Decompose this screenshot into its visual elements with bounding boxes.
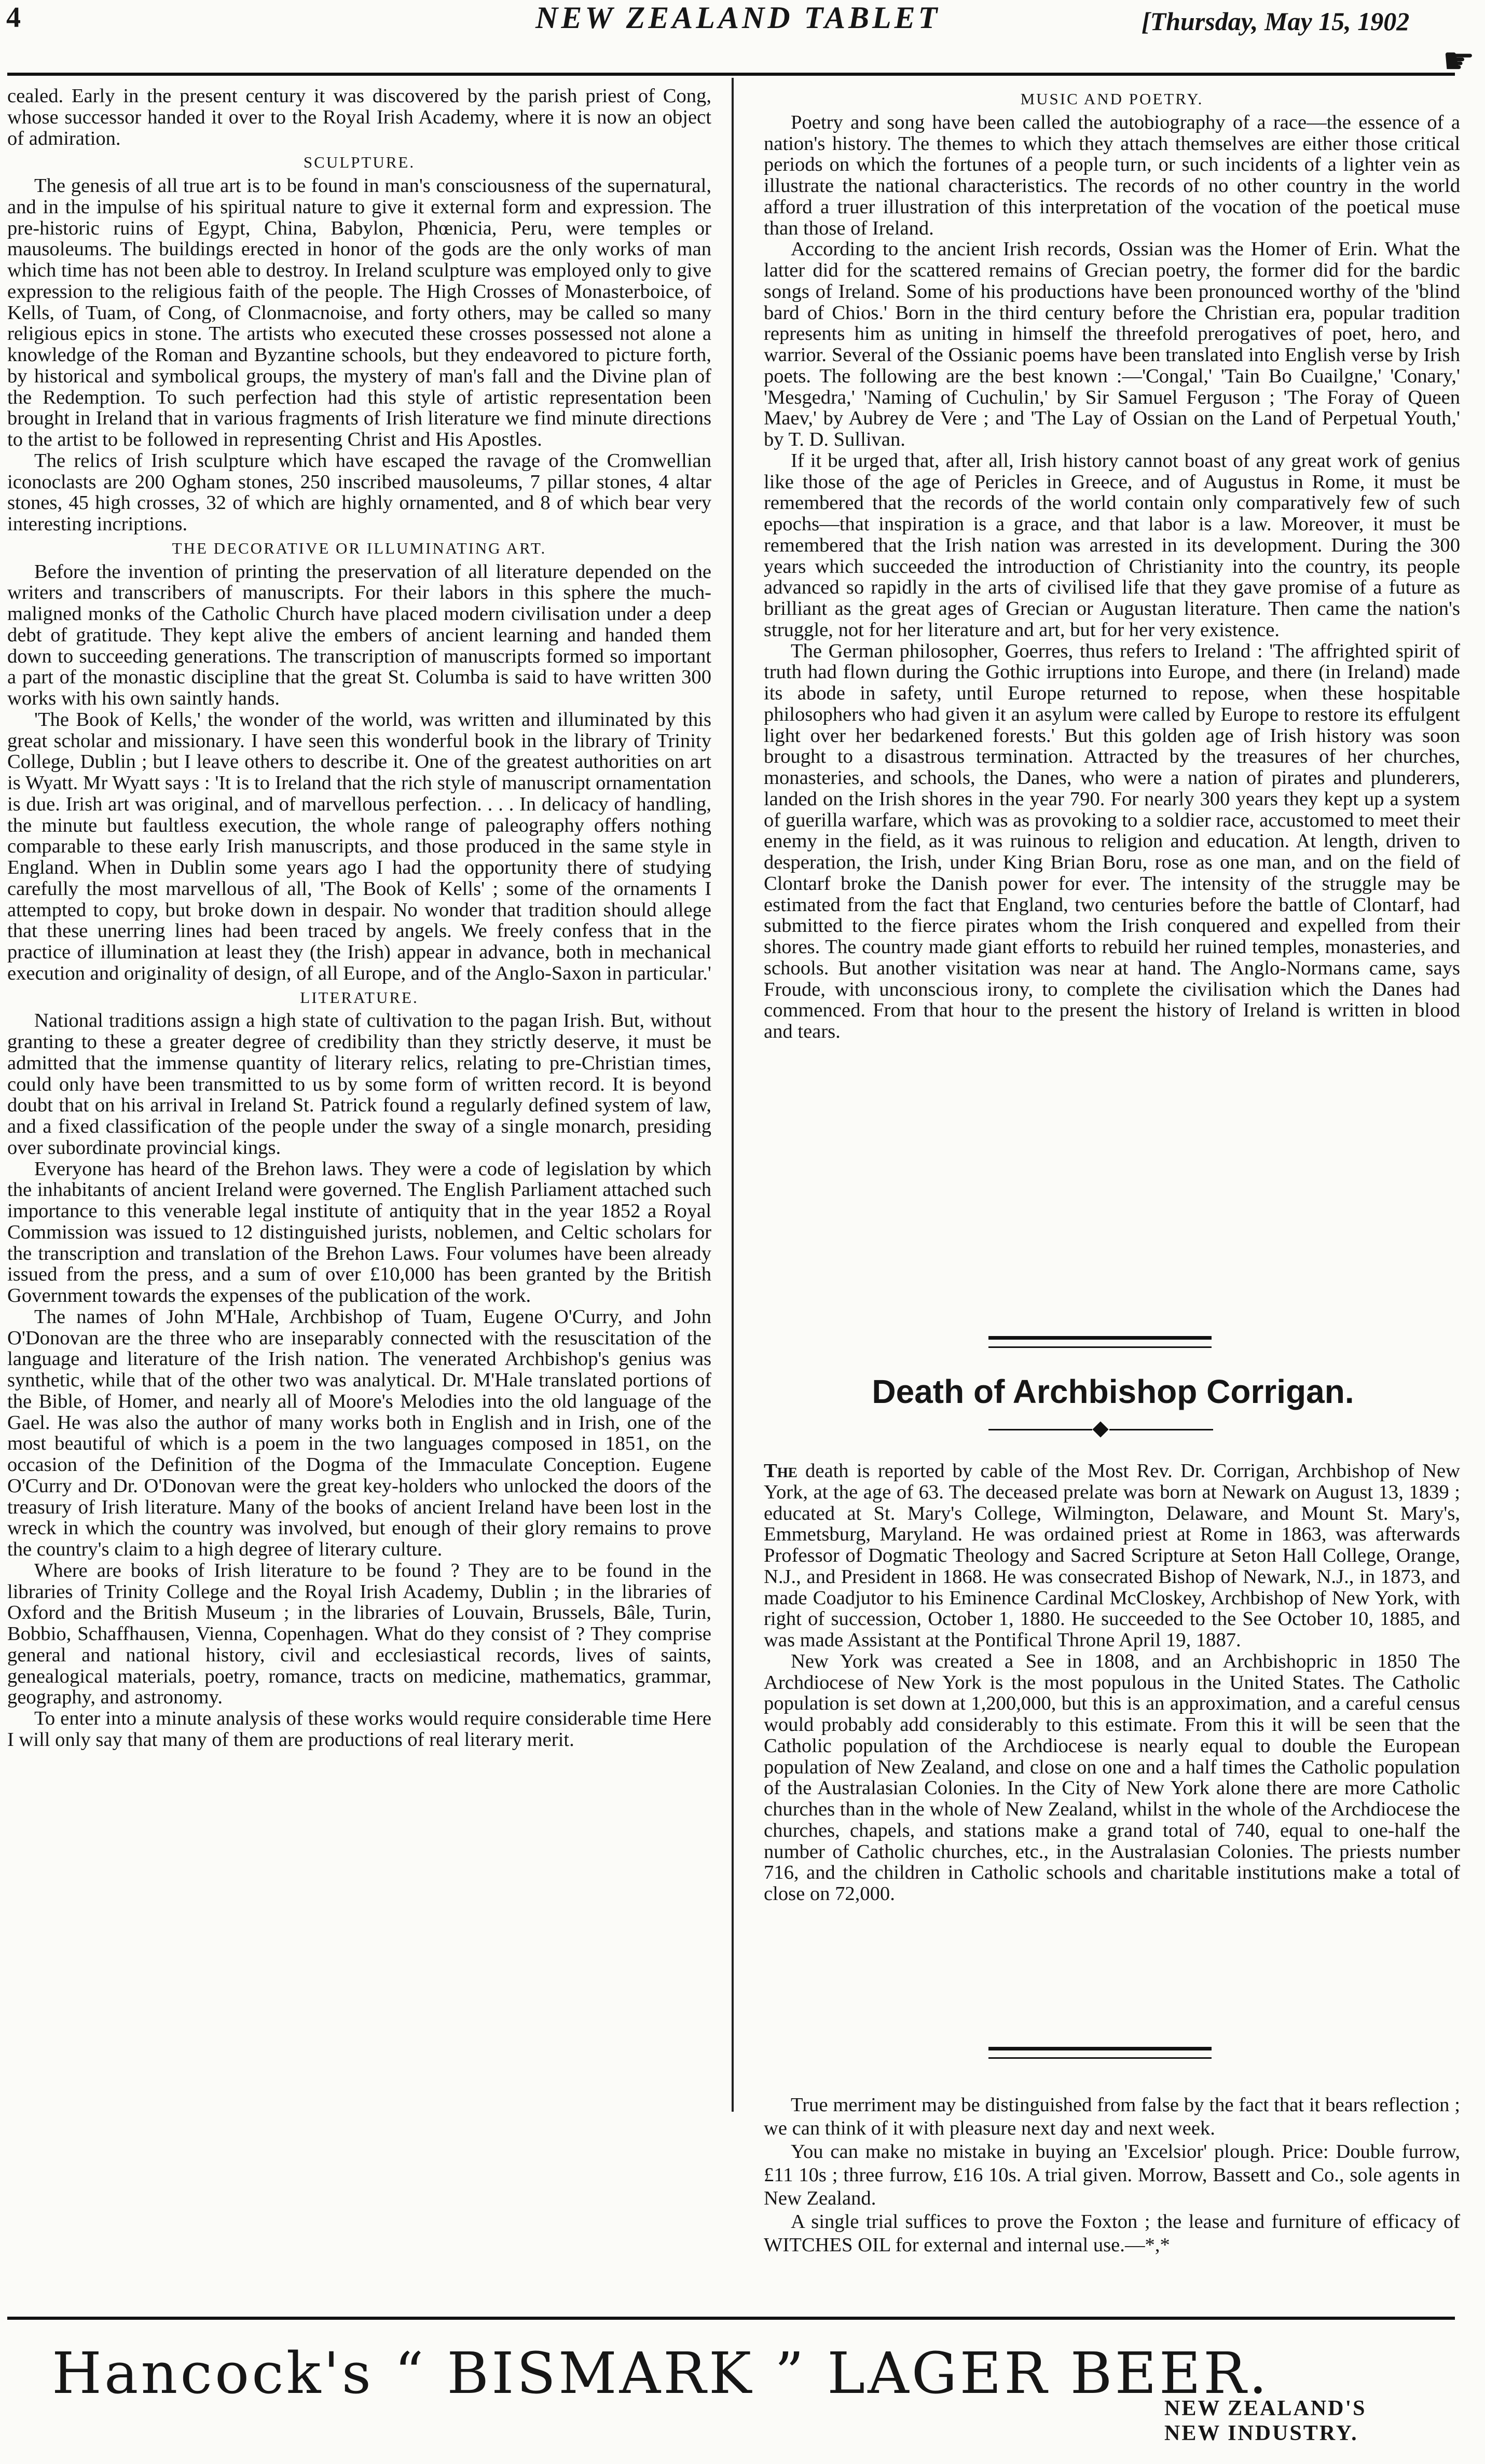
page-header	[0, 0, 1485, 83]
paragraph: Before the invention of printing the preservation of all literature depended on the writers and transcribers of manuscripts. For their labors in this sphere the much-maligned monks of the Catholic Church have placed modern civilisation under a deep debt of gratitude. They kept alive the embers of ancient learning and handed them down to succeeding generations. The transcription of manuscripts formed so important a part of the monastic discipline that the great St. Columba is said to have written 300 works with his own saintly hands.	[7, 560, 711, 709]
diamond-ornament-icon	[1092, 1421, 1108, 1437]
ornamental-rule	[988, 1346, 1212, 1348]
page-number: 4	[6, 2, 21, 34]
ornamental-rule	[988, 1429, 1092, 1430]
section-heading-literature: LITERATURE.	[300, 988, 419, 1007]
paragraph: If it be urged that, after all, Irish history cannot boast of any great work of genius like those of the age of Pericles in Greece, and of Augustus in Rome, it must be remembered that the records of the world contain only comparatively few of such epochs—that inspiration is a grace, and that labor is a law. Moreover, it must be remembered that the Irish nation was arrested in its development. During the 300 years which succeeded the introduction of Christianity into the country, its people advanced so rapidly in the arts of civilised life that they gave promise of a future as brilliant as the great ages of Grecian or Augustan literature. Then came the nation's struggle, not for her literature and art, but for her very existence.	[764, 449, 1460, 641]
header-rule	[7, 73, 1455, 76]
masthead: NEW ZEALAND TABLET	[535, 1, 941, 35]
right-column	[764, 86, 1460, 1352]
paragraph: New York was created a See in 1808, and an Archbishopric in 1850 The Archdiocese of New York is the most populous in the United States. The Catholic population is set down at 1,200,000, but this is an approximation, and a careful census would probably add considerably to this estimate. From this it will be seen that the Catholic population of the Archdiocese is nearly equal to double the European population of New Zealand, and close on one and a half times the Catholic population of the Australasian Colonies. In the City of New York alone there are more Catholic churches than in the whole of New Zealand, whilst in the whole of the Archdiocese the churches, chapels, and stations make a grand total of 740, equal to one-half the number of Catholic churches, etc., in the Australasian Colonies. The priests number 716, and the children in Catholic schools and charitable institutions make a total of close on 72,000.	[764, 1650, 1460, 1905]
paragraph-body: death is reported by cable of the Most Rev. Dr. Corrigan, Archbishop of New York, at the age of 63. The deceased prelate was born at Newark on August 13, 1839 ; educated at St. Mary's College, Wilmington, Delaware, and Mount St. Mary's, Emmetsburg, Maryland. He was ordained priest at Rome in 1863, was afterwards Professor of Dogmatic Theology and Sacred Scripture at Seton Hall College, Orange, N.J., and President in 1868. He was consecrated Bishop of Newark, N.J., in 1873, and made Coadjutor to his Eminence Cardinal McCloskey, Archbishop of New York, with right of succession, October 1, 1880. He succeeded to the See October 10, 1885, and was made Assistant at the Pontifical Throne April 19, 1887.	[764, 1461, 1460, 1651]
paragraph: 'The Book of Kells,' the wonder of the world, was written and illuminated by this great scholar and missionary. I have seen this wonderful book in the library of Trinity College, Dublin ; but I leave others to describe it. One of the greatest authorities on art is Wyatt. Mr Wyatt says : 'It is to Ireland that the rich style of manuscript ornamentation is due. Irish art was original, and of marvellous perfection. . . . In delicacy of handling, the minute but faultless execution, the whole range of paleography offers nothing comparable to these early Irish manuscripts, and those produced in the same style in England. When in Dublin some years ago I had the opportunity there of studying carefully the most marvellous of all, 'The Book of Kells' ; some of the ornaments I attempted to copy, but broke down in despair. No wonder that tradition should allege that these unerring lines had been traced by angels. We freely confess that in the practice of illumination at least they (the Irish) appear in advance, both in mechanical execution and originality of design, of all Europe, and of the Anglo-Saxon in particular.'	[7, 708, 711, 984]
footer-rule	[7, 2317, 1455, 2320]
paragraph: National traditions assign a high state of cultivation to the pagan Irish. But, without granting to these a greater degree of credibility than they strictly deserve, it must be admitted that the immense quantity of literary relics, relating to pre-Christian times, could only have been transmitted to us by some form of written record. It is beyond doubt that on his arrival in Ireland St. Patrick found a regularly defined system of law, and a fixed classification of the people under the sway of a single monarch, presiding over subordinate provincial kings.	[7, 1010, 711, 1159]
notice: You can make no mistake in buying an 'Excelsior' plough. Price: Double furrow, £11 10s ; three furrow, £16 10s. A trial given. Morrow, Bassett and Co., sole agents in New Zealand.	[764, 2141, 1460, 2209]
ornamental-rule	[988, 1336, 1212, 1340]
paragraph: Poetry and song have been called the autobiography of a race—the essence of a nation's history. The themes to which they attach themselves are either those critical periods on which the fortunes of a people turn, or such incidents of a lighter vein as illustrate the national characteristics. The records of no other country in the world afford a truer illustration of this interpretation of the vocation of the poetical muse than those of Ireland.	[764, 111, 1460, 239]
paragraph: The relics of Irish sculpture which have escaped the ravage of the Cromwellian iconoclasts are 200 Ogham stones, 250 inscribed mausoleums, 7 pillar stones, 4 altar stones, 45 high crosses, 32 of which are highly ornamented, and 8 of which bear very interesting incriptions.	[7, 449, 711, 535]
notice: True merriment may be distinguished from false by the fact that it bears reflection ; we can think of it with pleasure next day and next week.	[764, 2094, 1460, 2139]
obituary-article	[764, 1461, 1460, 2031]
paragraph: cealed. Early in the present century it was discovered by the parish priest of Cong, whose successor handed it over to the Royal Irish Academy, where it is now an object of admiration.	[7, 86, 711, 149]
section-heading-decorative-art: THE DECORATIVE OR ILLUMINATING ART.	[172, 539, 547, 557]
pointer-hand-icon: ☛	[1442, 42, 1475, 81]
paragraph	[764, 1461, 1460, 1651]
paragraph: The genesis of all true art is to be found in man's consciousness of the supernatural, and in the impulse of his spiritual nature to give it external form and expression. The pre-historic ruins of Egypt, China, Babylon, Phœnicia, Peru, were temples or mausoleums. The buildings erected in honor of the gods are the only works of man which time has not been able to destroy. In Ireland sculpture was employed only to give expression to the religious faith of the people. The High Crosses of Monasterboice, of Kells, of Tuam, of Cong, of Clonmacnoise, and forty others, may be called so many religious epics in stone. The artists who executed these crosses possessed not alone a knowledge of the Roman and Byzantine schools, but they endeavored to picture forth, by historical and symbolical groups, the mystery of man's fall and the Divine plan of the Redemption. To such perfection had this style of artistic representation been brought in Ireland that in various fragments of Irish literature we find minute directions to the artist to be followed in representing Christ and His Apostles.	[7, 175, 711, 450]
lead-word: The	[764, 1461, 798, 1482]
left-column	[7, 86, 711, 2112]
tagline-line: NEW INDUSTRY.	[1164, 2421, 1358, 2445]
article-title: Death of Archbishop Corrigan.	[872, 1373, 1354, 1410]
section-heading-music-poetry: MUSIC AND POETRY.	[1020, 90, 1204, 108]
ornamental-rule	[1109, 1429, 1213, 1430]
dateline: [Thursday, May 15, 1902	[1142, 7, 1410, 36]
ornamental-rule	[988, 2057, 1212, 2059]
paragraph: Everyone has heard of the Brehon laws. They were a code of legislation by which the inhabitants of ancient Ireland were governed. The English Parliament attached such importance to this venerable legal institute of antiquity that in the year 1852 a Royal Commission was issued to 12 distinguished jurists, noblemen, and Celtic scholars for the transcription and translation of the Brehon Laws. Four volumes have been already issued from the press, and a sum of over £10,000 has been granted by the British Government towards the expenses of the publication of the work.	[7, 1158, 711, 1306]
notice: A single trial suffices to prove the Foxton ; the lease and furniture of efficacy of WITCHES OIL for external and internal use.—*,*	[764, 2211, 1460, 2256]
advertisement-headline: Hancock's “ BISMARK ” LAGER BEER.	[52, 2340, 1270, 2406]
column-rule	[732, 78, 734, 2112]
notices	[764, 2094, 1460, 2296]
section-heading-sculpture: SCULPTURE.	[303, 153, 416, 172]
paragraph: Where are books of Irish literature to be found ? They are to be found in the libraries of Trinity College and the Royal Irish Academy, Dublin ; in the libraries of Oxford and the British Museum ; in the libraries of Louvain, Brussels, Bâle, Turin, Bobbio, Schaffhausen, Vienna, Copenhagen. What do they consist of ? They comprise general and national history, civil and ecclesiastical records, lives of saints, genealogical materials, poetry, romance, tracts on medicine, mathematics, grammar, geography, and astronomy.	[7, 1559, 711, 1709]
tagline-line: NEW ZEALAND'S	[1164, 2397, 1367, 2420]
advertisement-tagline	[1164, 2396, 1366, 2446]
ornamental-rule	[988, 2047, 1212, 2050]
paragraph: The names of John M'Hale, Archbishop of Tuam, Eugene O'Curry, and John O'Donovan are the three who are inseparably connected with the resuscitation of the language and literature of the Irish nation. The venerated Archbishop's genius was synthetic, while that of the other two was analytical. Dr. M'Hale translated portions of the Bible, of Homer, and nearly all of Moore's Melodies into the old language of the Gael. He was also the author of many works both in English and in Irish, one of the most beautiful of which is a poem in the two languages composed in 1851, on the occasion of the Definition of the Dogma of the Immaculate Conception. Eugene O'Curry and Dr. O'Donovan were the great key-holders who unlocked the doors of the treasury of Irish literature. Many of the books of ancient Ireland have been lost in the wreck in which the country was involved, but enough of their glory remains to prove the country's claim to a high degree of literary culture.	[7, 1305, 711, 1560]
paragraph: To enter into a minute analysis of these works would require considerable time Here I will only say that many of them are productions of real literary merit.	[7, 1708, 711, 1751]
paragraph: According to the ancient Irish records, Ossian was the Homer of Erin. What the latter did for the scattered remains of Grecian poetry, the former did for the bardic songs of Ireland. Some of his productions have been pronounced worthy of the 'blind bard of Chios.' Born in the third century before the Christian era, popular tradition represents him as uniting in himself the threefold prerogatives of poet, hero, and warrior. Several of the Ossianic poems have been translated into English verse by Irish poets. The following are the best known :—'Congal,' 'Tain Bo Cuailgne,' 'Conary,' 'Mesgedra,' 'Naming of Cuchulin,' by Sir Samuel Ferguson ; 'The Foray of Queen Maev,' by Aubrey de Vere ; and 'The Lay of Ossian on the Land of Perpetual Youth,' by T. D. Sullivan.	[764, 238, 1460, 450]
paragraph: The German philosopher, Goerres, thus refers to Ireland : 'The affrighted spirit of truth had flown during the Gothic irruptions into Europe, and there (in Ireland) made its abode in safety, until Europe returned to repose, when these hospitable philosophers who had given it an asylum were called by Europe to restore its effulgent light over her bedarkened forests.' But this golden age of Irish history was soon brought to a disastrous termination. Attracted by the treasures of her churches, monasteries, and schools, the Danes, who were a nation of pirates and plunderers, landed on the Irish shores in the year 790. For nearly 300 years they kept up a system of guerilla warfare, which was as provoking to a soldier race, accustomed to meet their enemy in the field, as it was ruinous to religion and education. At length, driven to desperation, the Irish, under King Brian Boru, rose as one man, and on the field of Clontarf broke the Danish power for ever. The intensity of the struggle may be estimated from the fact that England, two centuries before the battle of Clontarf, had submitted to the fierce pirates whom the Irish conquered and expelled from their shores. The country made giant efforts to rebuild her ruined temples, monasteries, and schools. But another visitation was near at hand. The Anglo-Normans came, says Froude, with unconscious irony, to complete the civilisation which the Danes had commenced. From that hour to the present the history of Ireland is written in blood and tears.	[764, 640, 1460, 1042]
